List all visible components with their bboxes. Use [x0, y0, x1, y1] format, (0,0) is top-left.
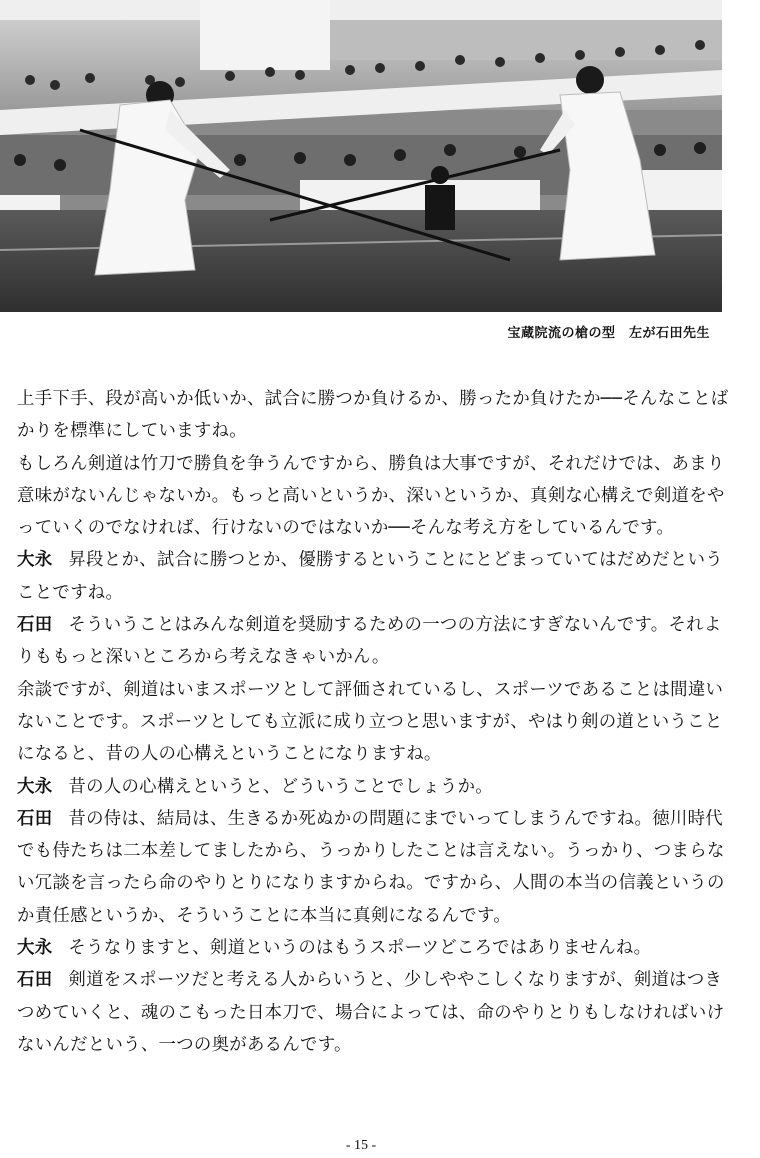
page-number: - 15 -: [345, 1138, 377, 1153]
paragraph-text: 昇段とか、試合に勝つとか、優勝するということにとどまっていてはだめだということですね。: [17, 550, 723, 603]
paragraph-text: 上手下手、段が高いか低いか、試合に勝つか負けるか、勝ったか負けたか──そんなことばかりを標準にしていますね。: [17, 389, 729, 442]
narrative-paragraph: [17, 383, 729, 448]
speaker-name: 石田: [17, 808, 53, 829]
paragraph-text: 余談ですが、剣道はいまスポーツとして評価されているし、スポーツであることは間違いないことです。スポーツとしても立派に成り立つと思いますが、やはり剣の道ということになると、昔の人の心構えということになりますね。: [17, 679, 724, 765]
photo-caption: 宝蔵院流の槍の型 左が石田先生: [507, 326, 710, 341]
speaker-name: 大永: [17, 776, 53, 797]
kendo-photo-illustration: [0, 0, 722, 312]
dialogue-paragraph: [17, 771, 729, 803]
kendo-photo: [0, 0, 722, 312]
narrative-paragraph: [17, 448, 729, 545]
article-body: [17, 383, 729, 1061]
speaker-name: 大永: [17, 938, 53, 959]
speaker-name: 大永: [17, 550, 53, 571]
dialogue-paragraph: [17, 544, 729, 609]
paragraph-text: 昔の侍は、結局は、生きるか死ぬかの問題にまでいってしまうんですね。徳川時代でも侍たちは二本差してましたから、うっかりしたことは言えない。うっかり、つまらない冗談を言ったら命のやりとりになりますからね。ですから、人間の本当の信義というのか責任感というか、そういうことに本当に真剣になるんです。: [17, 808, 725, 926]
narrative-paragraph: [17, 674, 729, 771]
paragraph-text: 剣道をスポーツだと考える人からいうと、少しややこしくなりますが、剣道はつきつめていくと、魂のこもった日本刀で、場合によっては、命のやりとりもしなければいけないんだという、一つの奥があるんです。: [17, 970, 725, 1055]
speaker-name: 石田: [17, 615, 53, 636]
paragraph-text: そうなりますと、剣道というのはもうスポーツどころではありませんね。: [68, 938, 652, 959]
dialogue-paragraph: [17, 803, 729, 932]
dialogue-paragraph: [17, 609, 729, 674]
paragraph-text: そういうことはみんな剣道を奨励するための一つの方法にすぎないんです。それよりももっと深いところから考えなきゃいかん。: [17, 615, 722, 668]
dialogue-paragraph: [17, 964, 729, 1061]
paragraph-text: もしろん剣道は竹刀で勝負を争うんですから、勝負は大事ですが、それだけでは、あまり意味がないんじゃないか。もっと高いというか、深いというか、真剣な心構えで剣道をやっていくのでなければ、行けないのではないか──そんな考え方をしているんです。: [17, 453, 725, 539]
paragraph-text: 昔の人の心構えというと、どういうことでしょうか。: [68, 776, 493, 797]
dialogue-paragraph: [17, 932, 729, 964]
speaker-name: 石田: [17, 970, 53, 991]
